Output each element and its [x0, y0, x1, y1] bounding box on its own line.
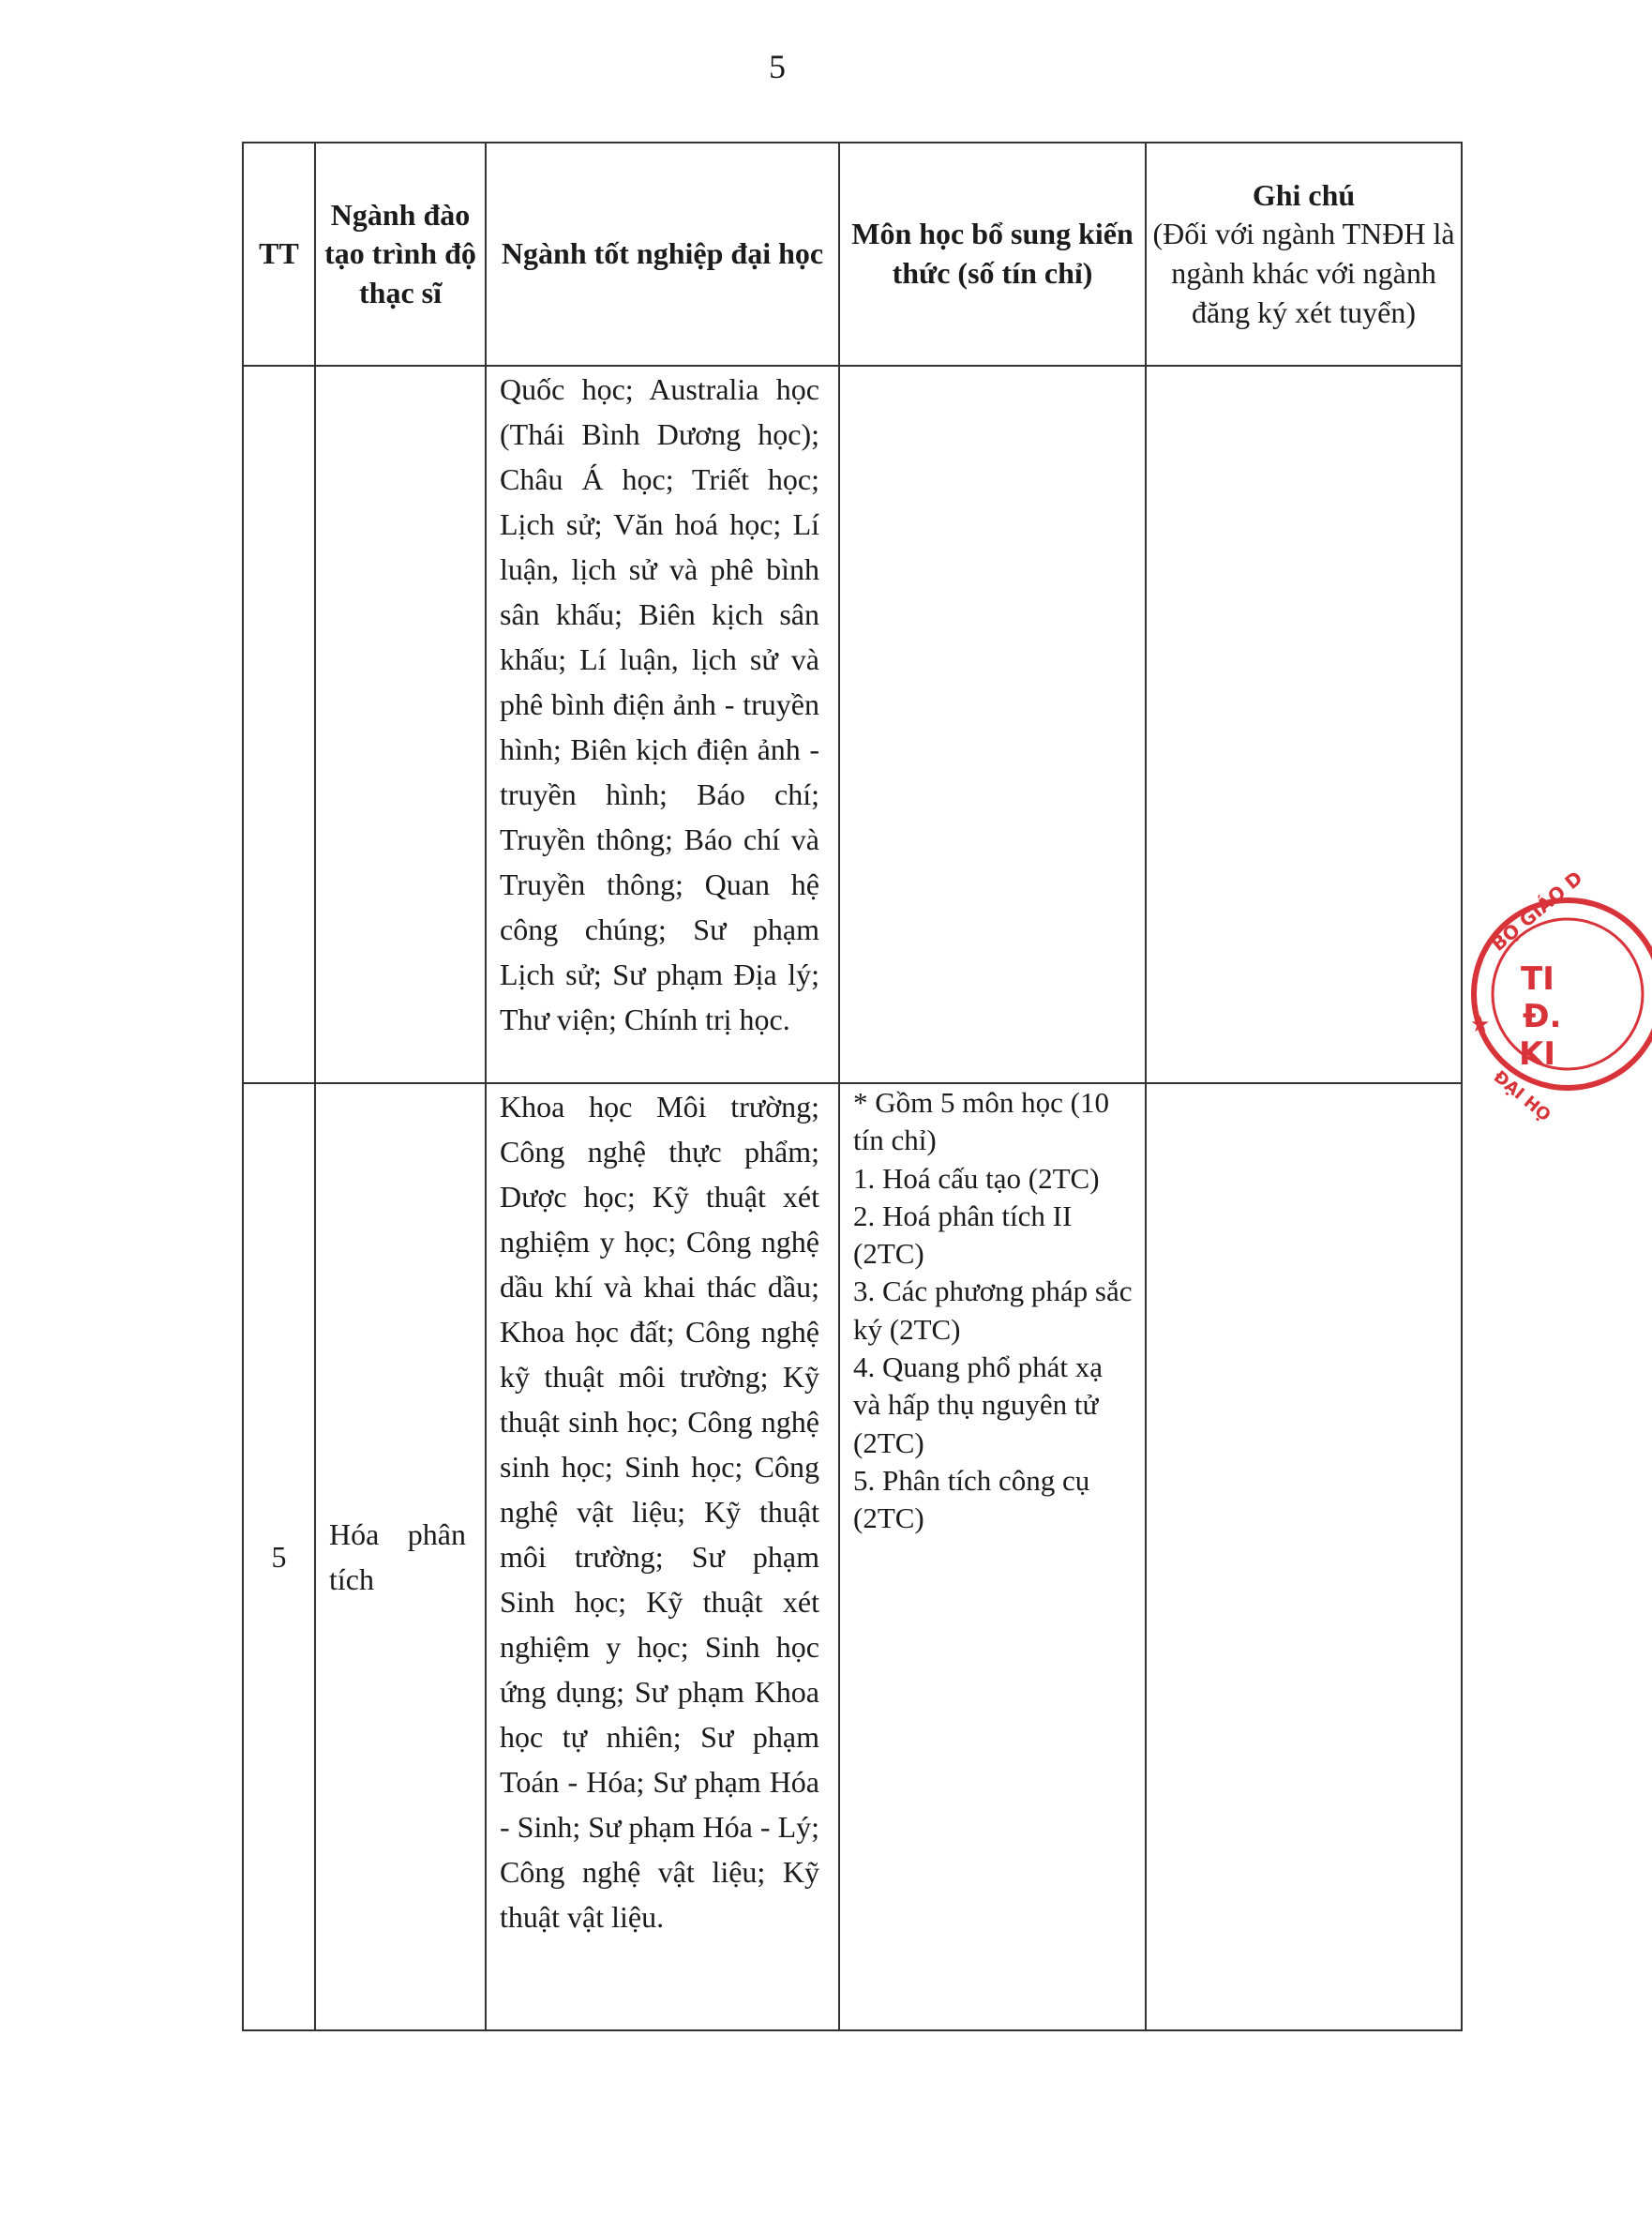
row-courses	[839, 366, 1146, 1083]
svg-text:ĐẠI HỌ: ĐẠI HỌ	[1489, 1066, 1554, 1126]
row-courses	[839, 1083, 1146, 2030]
row-notes	[1146, 1083, 1462, 2030]
row-notes	[1146, 366, 1462, 1083]
header-major-master: Ngành đào tạo trình độ thạc sĩ	[315, 143, 486, 366]
course-item: 4. Quang phổ phát xạ và hấp thụ nguyên tử (2TC)	[853, 1350, 1104, 1459]
course-item: 3. Các phương pháp sắc ký (2TC)	[853, 1274, 1133, 1346]
table-row	[243, 1083, 1462, 2030]
stamp-seal-icon	[1464, 866, 1652, 1126]
page-number: 5	[769, 48, 786, 85]
curriculum-table	[242, 142, 1463, 2031]
course-item: 2. Hoá phân tích II (2TC)	[853, 1199, 1073, 1271]
svg-text:BỘ GIÁO D: BỘ GIÁO D	[1486, 866, 1587, 956]
row-tt	[243, 366, 315, 1083]
svg-text:TI: TI	[1521, 960, 1554, 998]
row-major-master: Hóa phân tích	[315, 1083, 486, 2030]
header-notes-text: (Đối với ngành TNĐH là ngành khác với ngành đăng ký xét tuyển)	[1152, 217, 1455, 329]
header-tt: TT	[243, 143, 315, 366]
header-notes: Ghi chú (Đối với ngành TNĐH là ngành khác với ngành đăng ký xét tuyển)	[1146, 143, 1462, 366]
official-stamp	[1464, 866, 1587, 1126]
row-tt: 5	[243, 1083, 315, 2030]
svg-text:KI: KI	[1519, 1035, 1555, 1073]
table-row	[243, 366, 1462, 1083]
course-item: 1. Hoá cấu tạo (2TC)	[853, 1161, 1100, 1195]
course-item: 5. Phân tích công cụ (2TC)	[853, 1463, 1090, 1535]
header-major-bachelor: Ngành tốt nghiệp đại học	[486, 143, 839, 366]
table-header-row	[243, 143, 1462, 366]
svg-text:Đ.: Đ.	[1523, 998, 1562, 1035]
row-major-bachelor: Quốc học; Australia học (Thái Bình Dương học); Châu Á học; Triết học; Lịch sử; Văn hoá học; Lí luận, lịch sử và phê bình sân khấu; Biên kịch sân khấu; Lí luận, lịch sử và phê bình điện ảnh - truyền hình; Biên kịch điện ảnh - truyền hình; Báo chí; Truyền thông; Báo chí và Truyền thông; Quan hệ công chúng; Sư phạm Lịch sử; Sư phạm Địa lý; Thư viện; Chính trị học.	[486, 366, 839, 1083]
courses-intro: * Gồm 5 môn học (10 tín chỉ)	[853, 1086, 1109, 1157]
row-major-bachelor: Khoa học Môi trường; Công nghệ thực phẩm; Dược học; Kỹ thuật xét nghiệm y học; Công nghệ dầu khí và khai thác dầu; Khoa học đất; Công nghệ kỹ thuật môi trường; Kỹ thuật sinh học; Công nghệ sinh học; Sinh học; Công nghệ vật liệu; Kỹ thuật môi trường; Sư phạm Sinh học; Kỹ thuật xét nghiệm y học; Sinh học ứng dụng; Sư phạm Khoa học tự nhiên; Sư phạm Toán - Hóa; Sư phạm Hóa - Sinh; Sư phạm Hóa - Lý; Công nghệ vật liệu; Kỹ thuật vật liệu.	[486, 1083, 839, 2030]
row-major-master	[315, 366, 486, 1083]
header-supplementary-courses: Môn học bổ sung kiến thức (số tín chỉ)	[839, 143, 1146, 366]
svg-text:★: ★	[1470, 1011, 1491, 1037]
